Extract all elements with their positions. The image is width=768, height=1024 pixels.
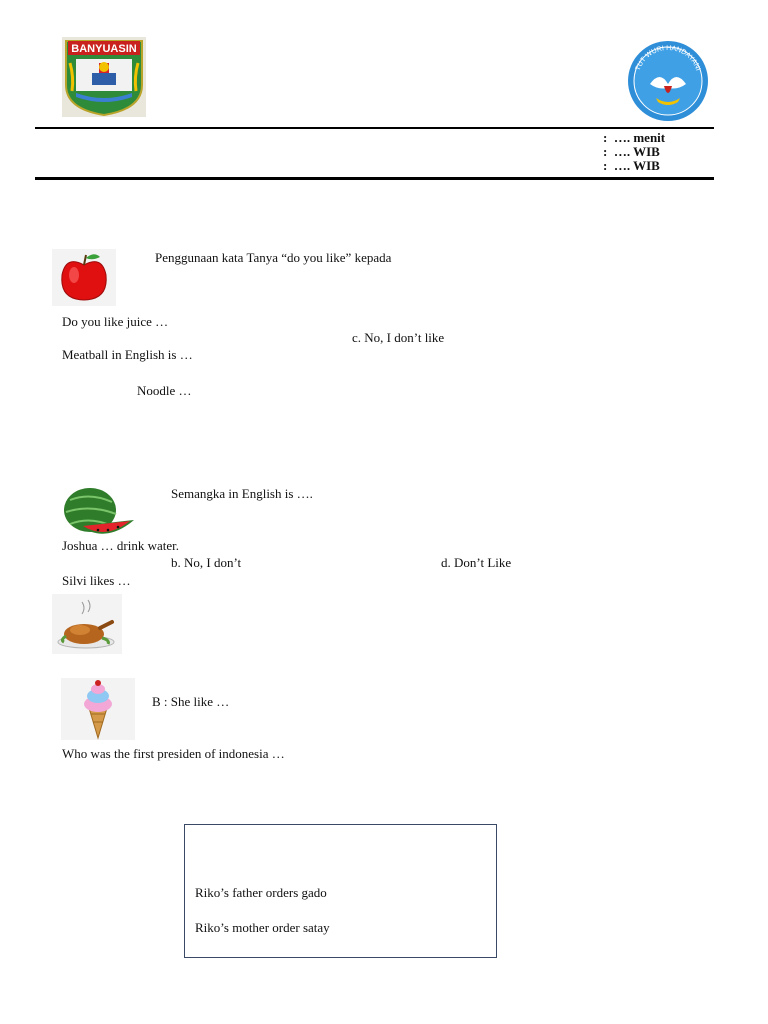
tut-wuri-handayani-logo [626,40,710,122]
tut-wuri-text: TUT WURI HANDAYANI [634,44,702,72]
question-president: Who was the first presiden of indonesia … [62,746,285,761]
question-she-like: B : She like … [152,694,230,709]
question-semangka: Semangka in English is …. [171,486,313,501]
end-time-value: …. WIB [613,158,660,173]
end-time-line: : …. WIB [603,158,660,173]
header-bottom-rule [35,177,714,180]
start-time-value: …. WIB [613,144,660,159]
question-joshua: Joshua … drink water. [62,538,179,553]
question-silvi: Silvi likes … [62,573,131,588]
banyuasin-logo-text: BANYUASIN [71,43,137,55]
roast-chicken-icon [52,594,122,654]
option-b-no-dont: b. No, I don’t [171,555,242,570]
option-c-no-dont-like: c. No, I don’t like [352,330,445,345]
apple-icon [52,249,116,306]
header-info [603,131,665,173]
banyuasin-logo [62,37,146,117]
ice-cream-cone-icon [61,678,135,740]
duration-value: …. menit [613,130,666,145]
box-line-father: Riko’s father orders gado [195,885,327,900]
question-noodle: Noodle … [137,383,192,398]
question-meatball: Meatball in English is … [62,347,193,362]
header-top-rule [35,127,714,129]
watermelon-icon [62,486,136,540]
box-line-mother: Riko’s mother order satay [195,920,330,935]
start-time-line: : …. WIB [603,144,660,159]
question-juice: Do you like juice … [62,314,169,329]
question-do-you-like: Penggunaan kata Tanya “do you like” kepada [155,250,392,265]
duration-line: : …. menit [603,130,666,145]
option-d-dont-like: d. Don’t Like [441,555,512,570]
